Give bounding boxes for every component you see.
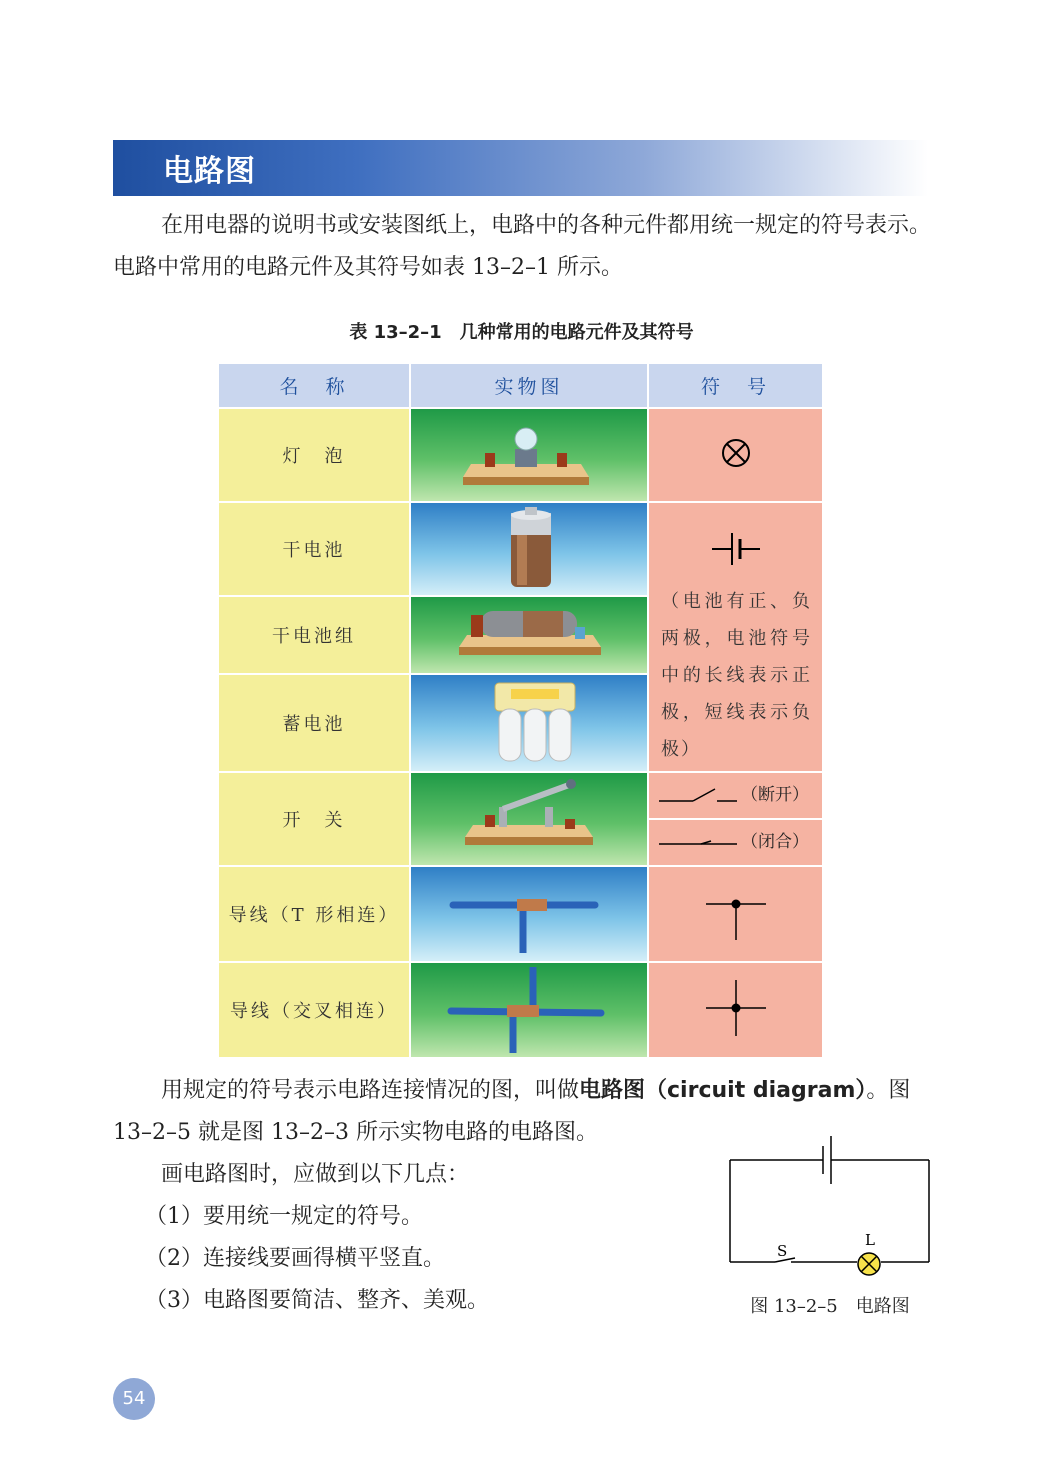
battery-symbol-icon — [706, 521, 766, 577]
section-title: 电路图 — [163, 154, 256, 189]
switch-open-symbol-icon — [657, 781, 741, 811]
switch-open-cell — [648, 772, 823, 819]
bulb-symbol-cell — [648, 408, 823, 502]
header-picture: 实物图 — [410, 363, 648, 408]
switch-closed-symbol-icon — [657, 828, 741, 858]
bulb-photo — [410, 408, 648, 502]
intro-paragraph: 在用电器的说明书或安装图纸上，电路中的各种元件都用统一规定的符号表示。电路中常用的电路元件及其符号如表 13–2–1 所示。 — [113, 213, 932, 280]
point-2: （2）连接线要画得横平竖直。 — [145, 1246, 445, 1271]
row-name-wire-t: 导线（T 形相连） — [218, 866, 410, 962]
switch-closed-label: （闭合） — [741, 832, 809, 853]
lamp-symbol-icon — [716, 433, 756, 473]
row-name-bulb: 灯 泡 — [218, 408, 410, 502]
wire-cross-photo — [410, 962, 648, 1058]
row-name-storage-battery: 蓄电池 — [218, 674, 410, 772]
figure-caption: 图 13–2–5 电路图 — [750, 1296, 910, 1317]
switch-photo — [410, 772, 648, 866]
storage-battery-photo — [410, 674, 648, 772]
components-table — [217, 362, 824, 1059]
dry-cell-photo — [410, 502, 648, 596]
row-name-wire-cross: 导线（交叉相连） — [218, 962, 410, 1058]
point-3: （3）电路图要简洁、整齐、美观。 — [145, 1288, 489, 1313]
switch-closed-cell — [648, 819, 823, 866]
lamp-label: L — [865, 1231, 875, 1249]
table-caption: 表 13–2–1 几种常用的电路元件及其符号 — [349, 322, 694, 343]
definition-paragraph: 用规定的符号表示电路连接情况的图，叫做电路图（circuit diagram）。图 13–2–5 就是图 13–2–3 所示实物电路的电路图。 — [113, 1078, 911, 1145]
row-name-battery-pack: 干电池组 — [218, 596, 410, 674]
wire-t-symbol-icon — [704, 880, 768, 944]
guidance-paragraph: 画电路图时，应做到以下几点： — [161, 1162, 470, 1187]
battery-note: （电池有正、负两极，电池符号中的长线表示正极，短线表示负极） — [661, 591, 812, 760]
section-banner — [113, 140, 928, 196]
wire-t-photo — [410, 866, 648, 962]
wire-cross-symbol-cell — [648, 962, 823, 1058]
point-1: （1）要用统一规定的符号。 — [145, 1204, 423, 1229]
wire-cross-symbol-icon — [704, 976, 768, 1040]
header-name: 名 称 — [218, 363, 410, 408]
switch-open-label: （断开） — [741, 785, 809, 806]
header-symbol: 符 号 — [648, 363, 823, 408]
row-name-dry-cell: 干电池 — [218, 502, 410, 596]
battery-pack-photo — [410, 596, 648, 674]
wire-t-symbol-cell — [648, 866, 823, 962]
term-circuit-diagram: 电路图（circuit diagram） — [579, 1078, 867, 1103]
page-number: 54 — [113, 1378, 155, 1420]
battery-symbol-cell — [648, 502, 823, 772]
switch-label: S — [777, 1242, 788, 1260]
circuit-diagram-figure — [725, 1130, 935, 1280]
row-name-switch: 开 关 — [218, 772, 410, 866]
